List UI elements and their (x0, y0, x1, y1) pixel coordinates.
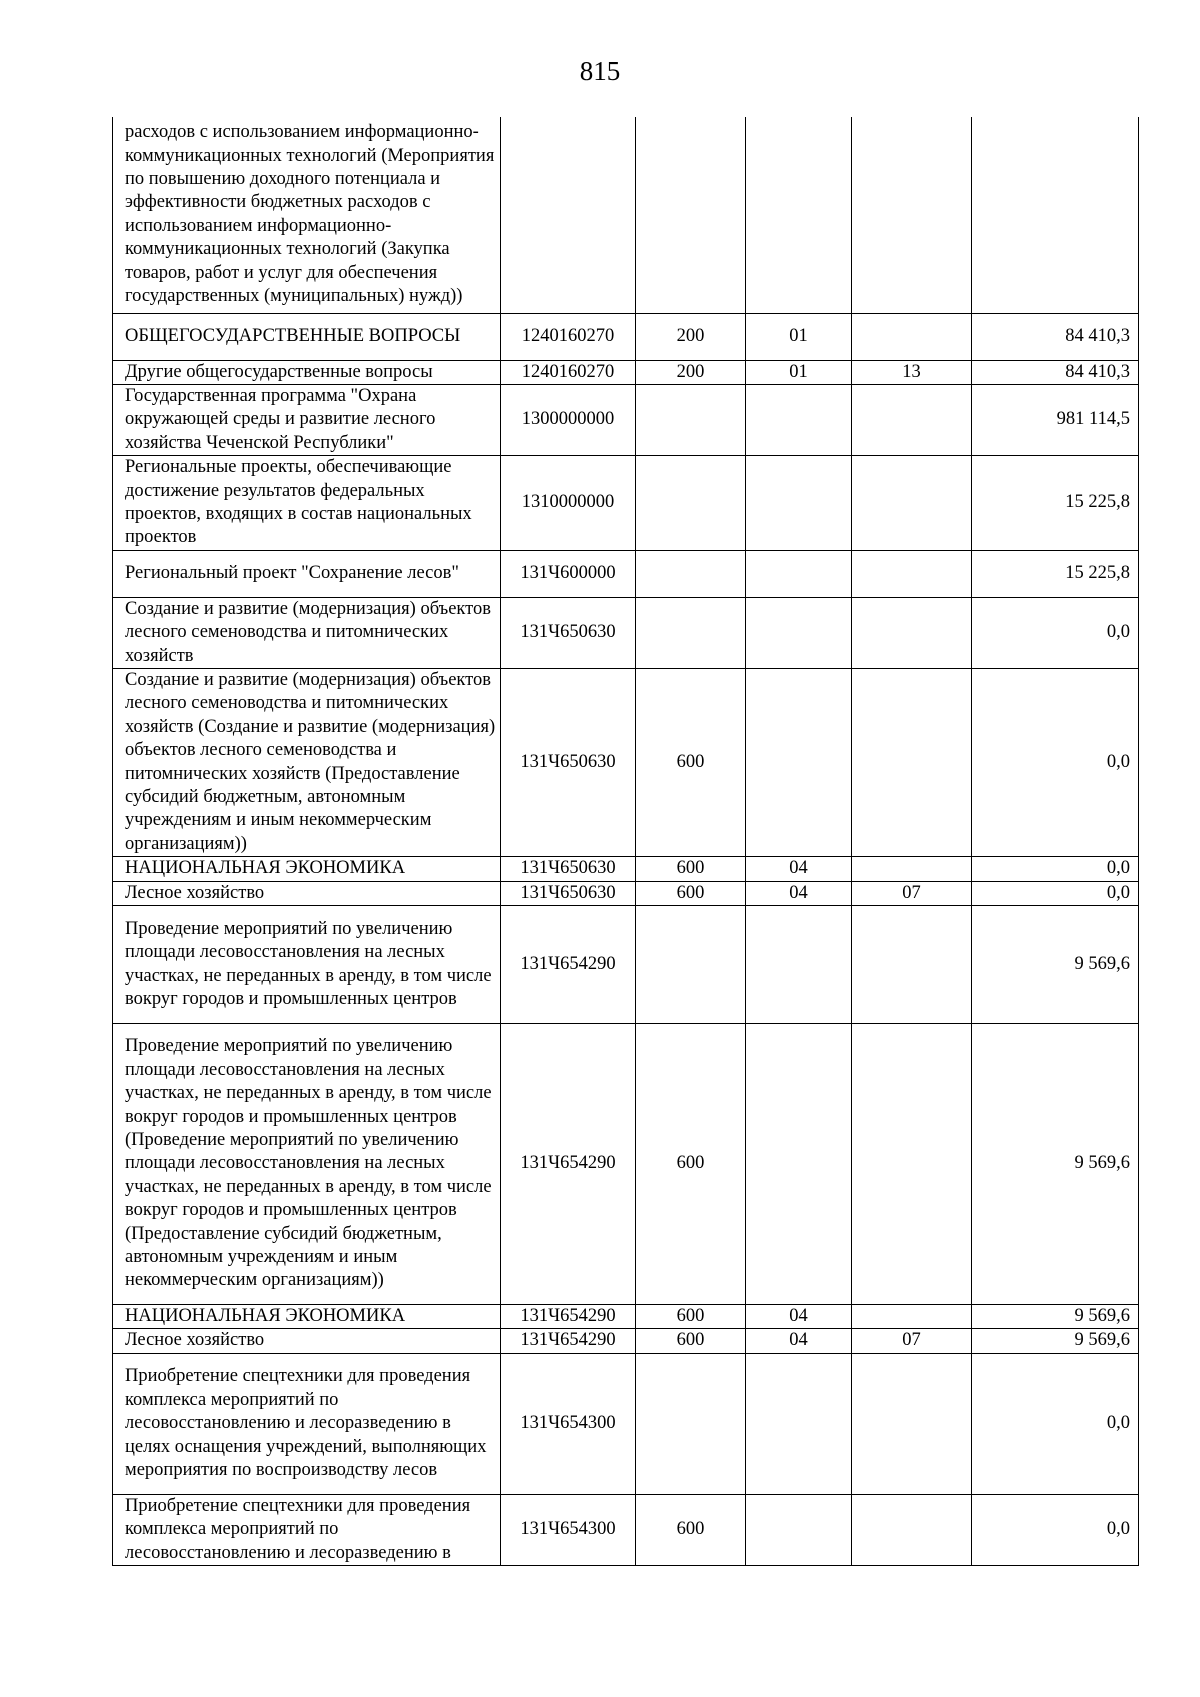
row-subsection: 07 (852, 881, 972, 905)
row-name: Региональный проект "Сохранение лесов" (113, 550, 501, 597)
row-amount: 9 569,6 (972, 906, 1139, 1024)
row-code: 131Ч654300 (501, 1494, 636, 1565)
row-expense-type: 600 (636, 1494, 746, 1565)
row-subsection (852, 857, 972, 881)
row-subsection (852, 1353, 972, 1494)
row-expense-type (636, 597, 746, 668)
row-amount: 981 114,5 (972, 384, 1139, 455)
row-subsection (852, 1494, 972, 1565)
row-subsection: 07 (852, 1329, 972, 1353)
row-expense-type (636, 117, 746, 313)
row-expense-type: 600 (636, 881, 746, 905)
row-name: Региональные проекты, обеспечивающие достижение результатов федеральных проектов, входящих в состав национальных проектов (113, 456, 501, 551)
row-code: 131Ч654300 (501, 1353, 636, 1494)
table-row (113, 906, 1139, 1024)
row-section (746, 597, 852, 668)
row-subsection (852, 1024, 972, 1305)
table-row (113, 1494, 1139, 1565)
table-row (113, 881, 1139, 905)
row-section (746, 1494, 852, 1565)
row-amount: 0,0 (972, 597, 1139, 668)
table-row (113, 1305, 1139, 1329)
row-name: Создание и развитие (модернизация) объектов лесного семеноводства и питомнических хозяйств (Создание и развитие (модернизация) объектов лесного семеноводства и питомнических хозяйств (Предоставление субсидий бюджетным, автономным учреждениям и иным некоммерческим организациям)) (113, 668, 501, 856)
row-amount: 84 410,3 (972, 313, 1139, 360)
row-name: расходов с использованием информационно-коммуникационных технологий (Мероприятия по повышению доходного потенциала и эффективности бюджетных расходов с использованием информационно-коммуникационных технологий (Закупка товаров, работ и услуг для обеспечения государственных (муниципальных) нужд)) (113, 117, 501, 313)
table-row (113, 1024, 1139, 1305)
row-code: 1240160270 (501, 313, 636, 360)
row-code: 131Ч654290 (501, 906, 636, 1024)
table-row (113, 313, 1139, 360)
row-name: Приобретение спецтехники для проведения комплекса мероприятий по лесовосстановлению и лесоразведению в (113, 1494, 501, 1565)
budget-table (112, 117, 1139, 1566)
table-row (113, 456, 1139, 551)
row-section: 04 (746, 1329, 852, 1353)
page-number: 815 (579, 56, 621, 86)
row-expense-type: 600 (636, 1329, 746, 1353)
row-section (746, 1353, 852, 1494)
row-amount: 15 225,8 (972, 456, 1139, 551)
row-code: 1310000000 (501, 456, 636, 551)
table-row (113, 1353, 1139, 1494)
row-expense-type: 600 (636, 857, 746, 881)
row-subsection (852, 384, 972, 455)
table-row (113, 360, 1139, 384)
row-subsection (852, 668, 972, 856)
row-name: Лесное хозяйство (113, 1329, 501, 1353)
row-amount: 9 569,6 (972, 1305, 1139, 1329)
table-row (113, 857, 1139, 881)
row-subsection (852, 117, 972, 313)
row-section (746, 456, 852, 551)
row-expense-type: 200 (636, 360, 746, 384)
row-expense-type: 200 (636, 313, 746, 360)
row-section (746, 384, 852, 455)
row-expense-type (636, 1353, 746, 1494)
row-subsection (852, 550, 972, 597)
row-section: 01 (746, 313, 852, 360)
row-code: 131Ч650630 (501, 668, 636, 856)
row-subsection: 13 (852, 360, 972, 384)
row-subsection (852, 906, 972, 1024)
row-expense-type: 600 (636, 1024, 746, 1305)
table-row (113, 597, 1139, 668)
row-section: 01 (746, 360, 852, 384)
row-expense-type (636, 906, 746, 1024)
row-section (746, 117, 852, 313)
table-row (113, 117, 1139, 313)
row-amount: 0,0 (972, 881, 1139, 905)
row-section: 04 (746, 857, 852, 881)
row-expense-type (636, 550, 746, 597)
row-amount: 9 569,6 (972, 1024, 1139, 1305)
row-expense-type (636, 384, 746, 455)
row-amount: 9 569,6 (972, 1329, 1139, 1353)
row-subsection (852, 456, 972, 551)
row-name: ОБЩЕГОСУДАРСТВЕННЫЕ ВОПРОСЫ (113, 313, 501, 360)
row-expense-type (636, 456, 746, 551)
table-row (113, 384, 1139, 455)
row-code: 1240160270 (501, 360, 636, 384)
row-name: Проведение мероприятий по увеличению площади лесовосстановления на лесных участках, не переданных в аренду, в том числе вокруг городов и промышленных центров (113, 906, 501, 1024)
row-amount: 0,0 (972, 857, 1139, 881)
row-subsection (852, 597, 972, 668)
row-name: Приобретение спецтехники для проведения комплекса мероприятий по лесовосстановлению и лесоразведению в целях оснащения учреждений, выполняющих мероприятия по воспроизводству лесов (113, 1353, 501, 1494)
row-name: Лесное хозяйство (113, 881, 501, 905)
table-row (113, 668, 1139, 856)
row-section (746, 906, 852, 1024)
row-code: 131Ч654290 (501, 1024, 636, 1305)
row-expense-type: 600 (636, 668, 746, 856)
row-name: Проведение мероприятий по увеличению площади лесовосстановления на лесных участках, не переданных в аренду, в том числе вокруг городов и промышленных центров (Проведение мероприятий по увеличению площади лесовосстановления на лесных участках, не переданных в аренду, в том числе вокруг городов и промышленных центров (Предоставление субсидий бюджетным, автономным учреждениям и иным некоммерческим организациям)) (113, 1024, 501, 1305)
row-amount: 0,0 (972, 1353, 1139, 1494)
table-row (113, 550, 1139, 597)
row-code: 131Ч650630 (501, 597, 636, 668)
row-name: НАЦИОНАЛЬНАЯ ЭКОНОМИКА (113, 1305, 501, 1329)
row-code (501, 117, 636, 313)
row-code: 131Ч650630 (501, 881, 636, 905)
row-name: Государственная программа "Охрана окружающей среды и развитие лесного хозяйства Чеченской Республики" (113, 384, 501, 455)
row-name: Другие общегосударственные вопросы (113, 360, 501, 384)
row-section (746, 1024, 852, 1305)
row-code: 131Ч600000 (501, 550, 636, 597)
row-subsection (852, 1305, 972, 1329)
row-name: Создание и развитие (модернизация) объектов лесного семеноводства и питомнических хозяйств (113, 597, 501, 668)
row-amount: 0,0 (972, 1494, 1139, 1565)
row-amount: 84 410,3 (972, 360, 1139, 384)
row-amount: 0,0 (972, 668, 1139, 856)
row-code: 131Ч650630 (501, 857, 636, 881)
row-name: НАЦИОНАЛЬНАЯ ЭКОНОМИКА (113, 857, 501, 881)
row-subsection (852, 313, 972, 360)
table-row (113, 1329, 1139, 1353)
row-expense-type: 600 (636, 1305, 746, 1329)
row-section: 04 (746, 1305, 852, 1329)
row-amount: 15 225,8 (972, 550, 1139, 597)
row-section (746, 550, 852, 597)
row-code: 131Ч654290 (501, 1329, 636, 1353)
row-section: 04 (746, 881, 852, 905)
row-code: 131Ч654290 (501, 1305, 636, 1329)
row-code: 1300000000 (501, 384, 636, 455)
row-amount (972, 117, 1139, 313)
row-section (746, 668, 852, 856)
